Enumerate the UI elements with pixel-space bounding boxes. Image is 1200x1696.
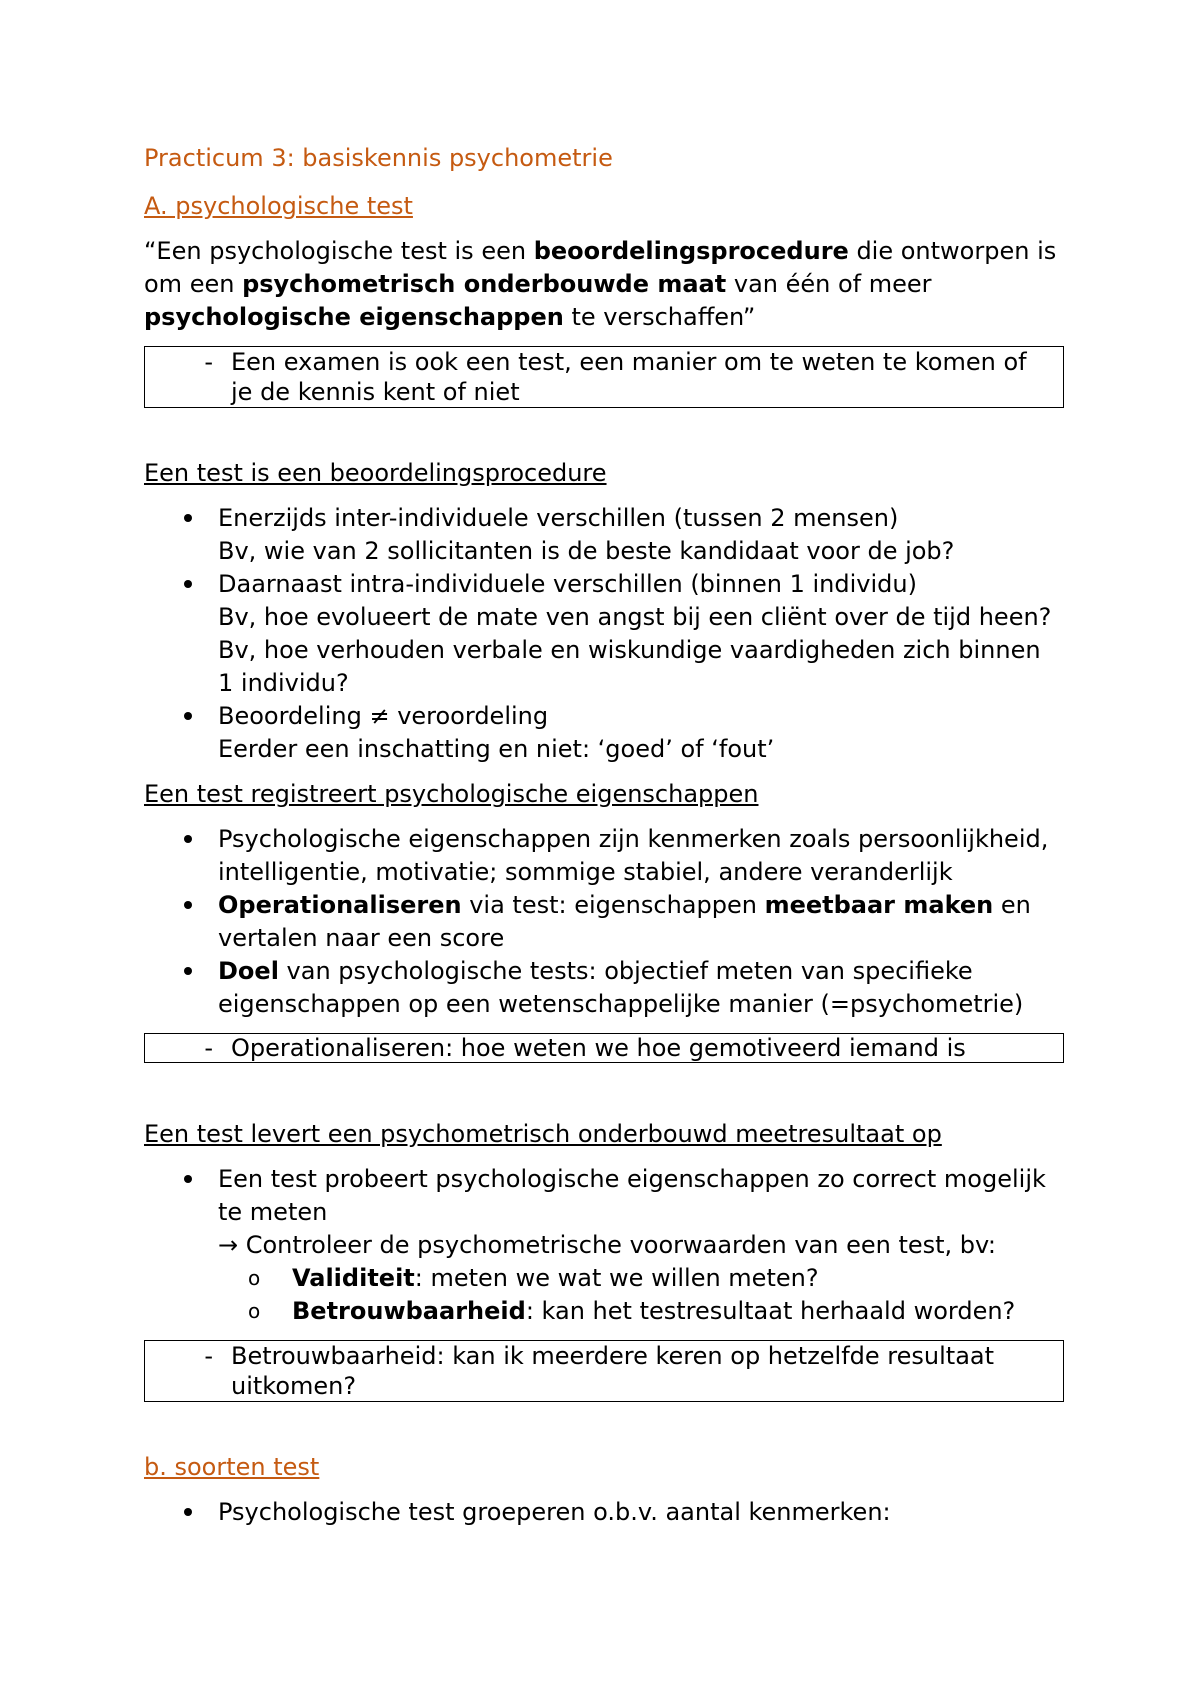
bullet-list-eigenschappen	[144, 823, 1064, 1021]
subheading-beoordelingsprocedure: Een test is een beoordelingsprocedure	[144, 459, 607, 487]
note-box-betrouwbaarheid	[144, 1340, 1064, 1402]
bullet-list-meetresultaat	[144, 1163, 1064, 1328]
sub-list-item	[144, 1262, 1064, 1295]
bullet-icon	[144, 889, 218, 955]
note-row	[145, 347, 1063, 407]
list-item-body	[218, 889, 1064, 955]
bullet-icon	[144, 1496, 218, 1529]
list-item	[144, 955, 1064, 1021]
bullet-icon	[144, 568, 218, 700]
list-item-body	[218, 502, 1064, 568]
list-item-line: Eerder een inschatting en niet: ‘goed’ of ‘fout’	[218, 735, 775, 763]
list-item	[144, 889, 1064, 955]
note-box-operationaliseren	[144, 1033, 1064, 1063]
bold-term: Validiteit	[292, 1264, 415, 1292]
sub-list-item	[144, 1295, 1064, 1328]
note-line: uitkomen?	[231, 1372, 357, 1400]
sub-list-item-body	[292, 1295, 1064, 1328]
list-item-line: Beoordeling ≠ veroordeling	[218, 702, 549, 730]
note-dash: -	[204, 1034, 213, 1062]
bullet-icon	[144, 700, 218, 766]
quote-text: van één of meer	[726, 270, 932, 298]
note-box-exam	[144, 346, 1064, 408]
list-item-text: via test: eigenschappen	[461, 891, 765, 919]
list-item-text: en vertalen naar een score	[218, 891, 1031, 952]
list-item-text: Psychologische test groeperen o.b.v. aantal kenmerken:	[218, 1498, 891, 1526]
note-row	[145, 1034, 1063, 1062]
quote-text: die ontworpen is om een	[144, 237, 1057, 298]
bullet-list-soorten	[144, 1496, 1064, 1529]
list-item-line: Bv, hoe evolueert de mate ven angst bij een cliënt over de tijd heen?	[218, 603, 1052, 631]
bullet-icon	[144, 823, 218, 889]
list-item	[144, 1163, 1064, 1262]
bold-term: Doel	[218, 957, 279, 985]
note-line: Een examen is ook een test, een manier om te weten te komen of	[231, 348, 1027, 376]
list-item-text: Psychologische eigenschappen zijn kenmerken zoals persoonlijkheid, intelligentie, motivatie; sommige stabiel, andere veranderlijk	[218, 825, 1049, 886]
note-line: je de kennis kent of niet	[231, 378, 520, 406]
bullet-icon	[144, 955, 218, 1021]
section-b-heading: b. soorten test	[144, 1453, 320, 1481]
bold-term: Betrouwbaarheid	[292, 1297, 526, 1325]
quote-bold: psychologische eigenschappen	[144, 303, 564, 331]
bullet-icon	[144, 1163, 218, 1262]
bold-term: meetbaar maken	[764, 891, 994, 919]
list-item	[144, 700, 1064, 766]
section-a-heading: A. psychologische test	[144, 192, 413, 220]
bullet-icon	[144, 502, 218, 568]
list-item	[144, 502, 1064, 568]
list-item-text: van psychologische tests: objectief meten van specifieke eigenschappen op een wetenschappelijke manier (=psychometrie)	[218, 957, 1024, 1018]
note-line: Betrouwbaarheid: kan ik meerdere keren op hetzelfde resultaat	[231, 1342, 995, 1370]
list-item	[144, 568, 1064, 700]
circle-bullet-icon: o	[248, 1299, 261, 1323]
subheading-eigenschappen: Een test registreert psychologische eigenschappen	[144, 780, 759, 808]
list-item-line: Enerzijds inter-individuele verschillen (tussen 2 mensen)	[218, 504, 899, 532]
list-item-line: Bv, hoe verhouden verbale en wiskundige vaardigheden zich binnen	[218, 636, 1041, 664]
arrow-line: → Controleer de psychometrische voorwaarden van een test, bv:	[218, 1231, 997, 1259]
list-item-body	[218, 1163, 1064, 1262]
list-item-text: : kan het testresultaat herhaald worden?	[525, 1297, 1016, 1325]
list-item	[144, 823, 1064, 889]
quote-text: “Een psychologische test is een	[144, 237, 534, 265]
list-item-body	[218, 955, 1064, 1021]
note-text	[231, 347, 1063, 407]
document-content	[144, 142, 1064, 1541]
list-item-line: 1 individu?	[218, 669, 349, 697]
list-item-body	[218, 568, 1064, 700]
sub-list-item-body	[292, 1262, 1064, 1295]
list-item-line: Bv, wie van 2 sollicitanten is de beste kandidaat voor de job?	[218, 537, 955, 565]
list-item-text: Een test probeert psychologische eigenschappen zo correct mogelijk te meten	[218, 1165, 1046, 1226]
note-row	[145, 1341, 1063, 1401]
bullet-list-beoordeling	[144, 502, 1064, 766]
note-dash: -	[204, 1342, 213, 1370]
quote-bold: beoordelingsprocedure	[533, 237, 849, 265]
page-title: Practicum 3: basiskennis psychometrie	[144, 144, 613, 172]
quote-bold: psychometrisch onderbouwde maat	[242, 270, 727, 298]
quote-text: te verschaffen”	[563, 303, 756, 331]
note-text: Operationaliseren: hoe weten we hoe gemotiveerd iemand is	[231, 1034, 966, 1062]
list-item-text: : meten we wat we willen meten?	[414, 1264, 819, 1292]
definition-quote	[144, 235, 1064, 334]
bold-term: Operationaliseren	[218, 891, 462, 919]
circle-bullet-icon: o	[248, 1266, 261, 1290]
list-item-body	[218, 700, 1064, 766]
list-item	[144, 1496, 1064, 1529]
note-text	[231, 1341, 1063, 1401]
note-dash: -	[204, 348, 213, 376]
subheading-meetresultaat: Een test levert een psychometrisch onderbouwd meetresultaat op	[144, 1120, 942, 1148]
list-item-line: Daarnaast intra-individuele verschillen (binnen 1 individu)	[218, 570, 917, 598]
